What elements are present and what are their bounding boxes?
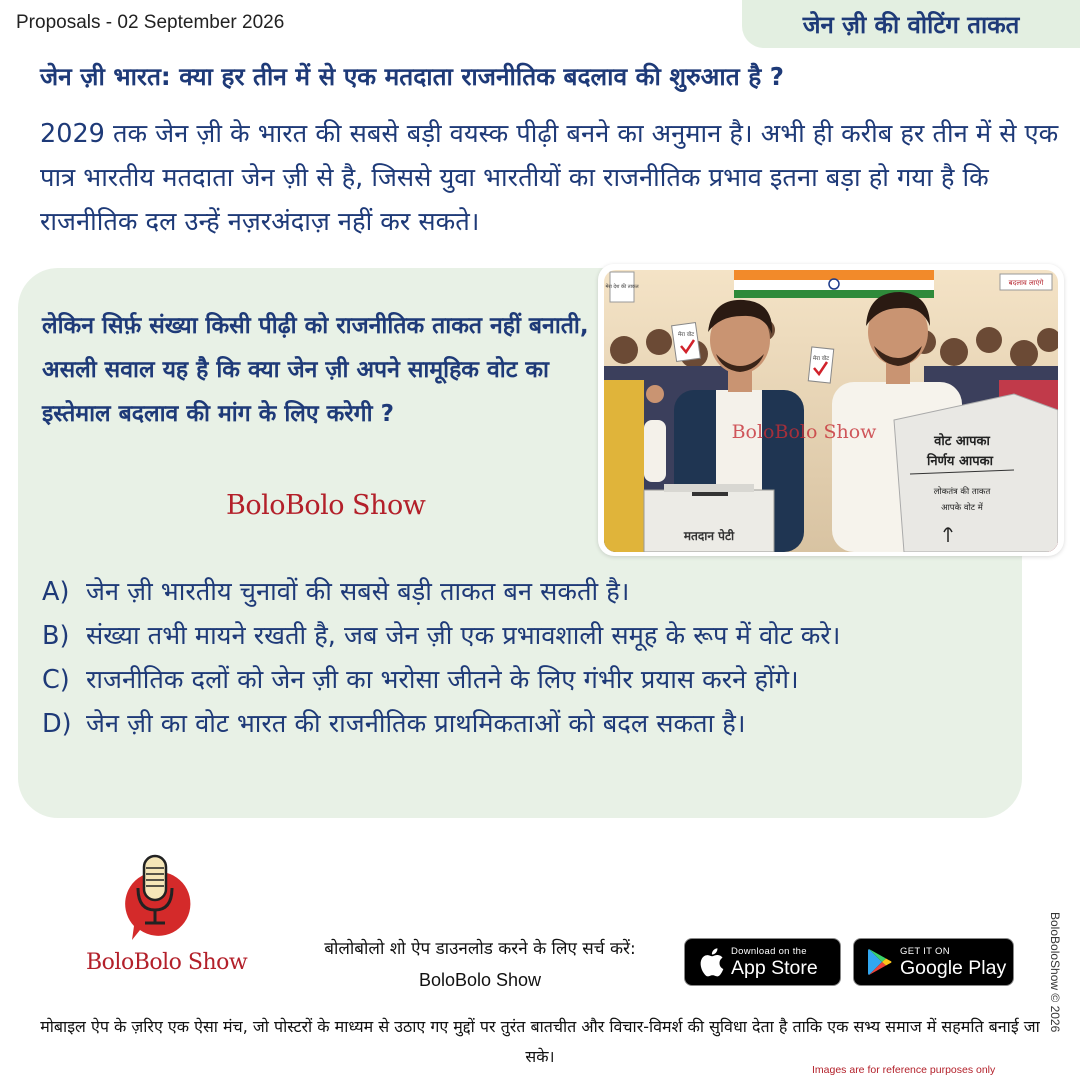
headline: जेन ज़ी भारत: क्या हर तीन में से एक मतदाता राजनीतिक बदलाव की शुरुआत है ? xyxy=(40,62,784,91)
option-text: जेन ज़ी भारतीय चुनावों की सबसे बड़ी ताकत बन सकती है। xyxy=(86,577,630,607)
image-disclaimer: Images are for reference purposes only xyxy=(812,1064,996,1076)
ballot-box-label: मतदान पेटी xyxy=(683,529,735,543)
appstore-label: App Store xyxy=(731,956,818,979)
option-key: C) xyxy=(42,665,70,695)
copyright: BoloBoloShow © 2026 xyxy=(1048,912,1062,1033)
option-key: A) xyxy=(42,577,70,607)
footer-brand: BoloBolo Show xyxy=(86,950,248,975)
photo-banner-right: बदलाव लाएंगे xyxy=(1008,279,1044,287)
option-key: D) xyxy=(42,709,72,739)
intro-paragraph: 2029 तक जेन ज़ी के भारत की सबसे बड़ी वयस्क पीढ़ी बनने का अनुमान है। अभी ही करीब हर तीन में से एक पात्र भारतीय मतदाता जेन ज़ी से है, जिससे युवा भारतीयों का राजनीतिक प्रभाव इतना बड़ा हो गया है कि राजनीतिक दल उन्हें नज़रअंदाज़ नहीं कर सकते। xyxy=(40,119,1059,237)
booth-line-2: निर्णय आपका xyxy=(926,454,994,469)
photo-banner-left: मेरा देश की ताकत xyxy=(605,284,639,290)
photo-watermark: BoloBolo Show xyxy=(731,421,877,443)
booth-line-3: लोकतंत्र की ताकत xyxy=(933,487,991,497)
date-label: Proposals - 02 September 2026 xyxy=(16,12,285,33)
illustration-photo xyxy=(604,270,1058,552)
option-a xyxy=(42,570,1002,614)
platform-description: मोबाइल ऐप के ज़रिए एक ऐसा मंच, जो पोस्टरों के माध्यम से उठाए गए मुद्दों पर तुरंत बातचीत और विचार-विमर्श की सुविधा देता है ताकि एक सभ्य समाज में सहमति बनाई जा सके। xyxy=(40,1017,1040,1066)
topic-label: जेन ज़ी की वोटिंग ताकत xyxy=(802,10,1020,39)
booth-line-1: वोट आपका xyxy=(934,434,990,449)
photo-sign-left: मेरा वोट xyxy=(678,332,694,338)
option-text: राजनीतिक दलों को जेन ज़ी का भरोसा जीतने के लिए गंभीर प्रयास करने होंगे। xyxy=(86,665,799,695)
topic-tab xyxy=(742,0,1080,48)
microphone-logo-icon xyxy=(118,852,192,942)
option-d xyxy=(42,702,1002,746)
google-play-icon xyxy=(860,948,900,976)
option-b xyxy=(42,614,1002,658)
options-list xyxy=(42,570,1002,746)
googleplay-label: Google Play xyxy=(900,956,1007,979)
app-name: BoloBolo Show xyxy=(418,970,542,990)
booth-line-4: आपके वोट में xyxy=(941,503,983,513)
google-play-button[interactable] xyxy=(853,938,1014,986)
download-prompt xyxy=(290,934,670,996)
photo-sign-right: मेरा वोट xyxy=(813,356,829,362)
option-key: B) xyxy=(42,621,70,651)
question-text: लेकिन सिर्फ़ संख्या किसी पीढ़ी को राजनीतिक ताकत नहीं बनाती, असली सवाल यह है कि क्या जेन ज़ी अपने सामूहिक वोट का इस्तेमाल बदलाव की मांग के लिए करेगी ? xyxy=(42,313,589,427)
apple-icon xyxy=(691,947,731,977)
panel-brand-watermark: BoloBolo Show xyxy=(226,490,426,521)
option-text: जेन ज़ी का वोट भारत की राजनीतिक प्राथमिकताओं को बदल सकता है। xyxy=(86,709,746,739)
option-text: संख्या तभी मायने रखती है, जब जेन ज़ी एक प्रभावशाली समूह के रूप में वोट करे। xyxy=(86,621,841,651)
download-line: बोलोबोलो शो ऐप डाउनलोड करने के लिए सर्च करें: xyxy=(324,939,636,959)
appstore-small-label: Download on the xyxy=(731,945,807,957)
option-c xyxy=(42,658,1002,702)
googleplay-small-label: GET IT ON xyxy=(900,945,950,957)
app-store-button[interactable] xyxy=(684,938,841,986)
